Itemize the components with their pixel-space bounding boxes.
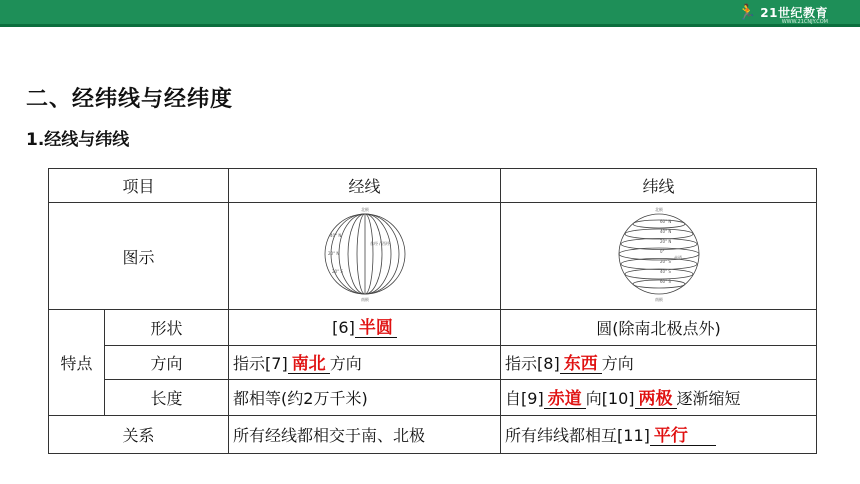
meridian-globe-cell	[229, 203, 501, 310]
globe-lat-label: 60° S	[659, 279, 671, 284]
meridian-globe-diagram	[310, 205, 420, 303]
globe-lat-label: 60° N	[659, 219, 671, 224]
globe-lat-label: 20° S	[331, 269, 343, 274]
meridian-relation-cell: 所有经线都相交于南、北极	[229, 416, 501, 454]
runner-icon: 🏃	[737, 3, 757, 21]
blank-number: 向[10]	[585, 389, 635, 408]
globe-north-label: 北极	[654, 207, 663, 212]
logo-text: 21世纪教育	[760, 5, 828, 20]
diagram-label: 图示	[49, 203, 229, 310]
table-row-relation	[49, 416, 817, 454]
globe-south-label: 南极	[360, 297, 369, 302]
parallel-length-cell	[501, 380, 817, 416]
globe-meridian-note: 东经 / 西经	[369, 241, 390, 246]
answer-blank: 赤道	[544, 390, 586, 409]
globe-north-label: 北极	[360, 207, 369, 212]
row-label-direction: 方向	[105, 346, 229, 380]
blank-number: 指示[8]	[505, 354, 560, 373]
comparison-table	[48, 168, 817, 454]
parallel-globe-diagram	[604, 205, 714, 303]
globe-lat-label: 20° N	[659, 239, 671, 244]
subsection-heading: 1.经线与纬线	[26, 130, 130, 150]
answer-blank: 两极	[635, 390, 677, 409]
blank-number: [6]	[332, 317, 355, 337]
cell-suffix: 方向	[329, 354, 362, 373]
blank-number: 所有纬线都相互[11]	[505, 426, 650, 445]
brand-logo	[737, 3, 828, 25]
banner-divider	[0, 24, 860, 27]
row-label-relation: 关系	[49, 416, 229, 454]
logo-url: WWW.21CNJY.COM	[781, 19, 828, 25]
meridian-direction-cell	[229, 346, 501, 380]
parallel-globe-cell	[501, 203, 817, 310]
answer-blank: 东西	[560, 355, 602, 374]
table-header-row	[49, 169, 817, 203]
section-heading: 二、经纬线与经纬度	[26, 87, 234, 112]
globe-outline	[619, 214, 699, 294]
globe-lat-label: 40° S	[659, 269, 671, 274]
globe-lat-label: 20° S	[659, 259, 671, 264]
header-item: 项目	[49, 169, 229, 203]
table-row-length	[49, 380, 817, 416]
globe-equator-note: 赤道	[673, 255, 682, 260]
globe-lat-label: 20° N	[327, 251, 339, 256]
cell-suffix: 方向	[601, 354, 634, 373]
answer-blank: 南北	[288, 355, 330, 374]
parallel-shape-cell: 圆(除南北极点外)	[501, 310, 817, 346]
diagram-row	[49, 203, 817, 310]
group-label-features: 特点	[49, 310, 105, 416]
blank-number: 指示[7]	[233, 354, 288, 373]
globe-lat-label: 40° N	[329, 233, 341, 238]
meridian-length-cell: 都相等(约2万千米)	[229, 380, 501, 416]
meridian-shape-cell	[229, 310, 501, 346]
parallel-relation-cell	[501, 416, 817, 454]
answer-blank: 半圆	[355, 319, 397, 338]
cell-suffix: 逐渐缩短	[676, 389, 741, 408]
globe-lat-label: 40° N	[659, 229, 671, 234]
parallel-direction-cell	[501, 346, 817, 380]
table-row-direction	[49, 346, 817, 380]
header-meridian: 经线	[229, 169, 501, 203]
globe-equator-label: 0°	[659, 249, 665, 254]
top-banner	[0, 0, 860, 24]
blank-number: 自[9]	[505, 389, 544, 408]
answer-blank: 平行	[650, 427, 716, 446]
table-row-shape	[49, 310, 817, 346]
row-label-shape: 形状	[105, 310, 229, 346]
row-label-length: 长度	[105, 380, 229, 416]
header-parallel: 纬线	[501, 169, 817, 203]
globe-south-label: 南极	[654, 297, 663, 302]
